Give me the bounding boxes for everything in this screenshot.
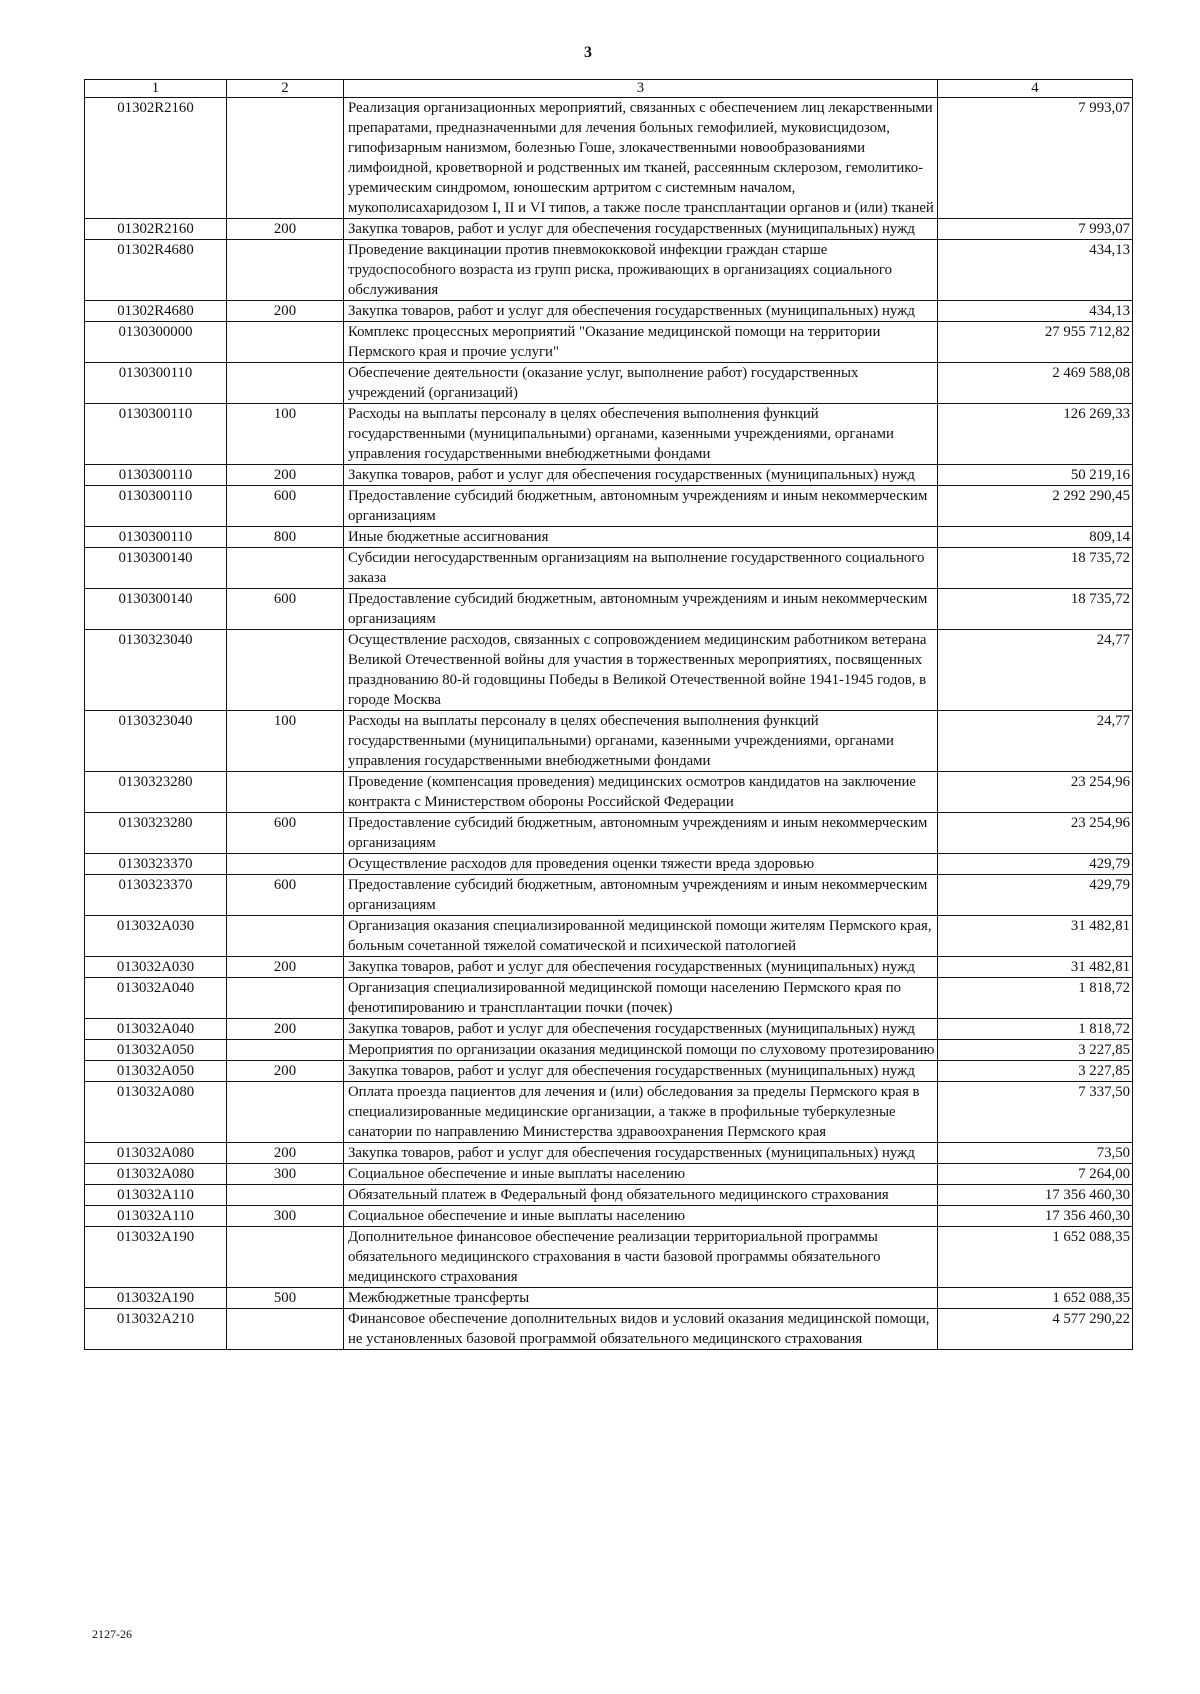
row-name: Социальное обеспечение и иные выплаты населению: [344, 1164, 938, 1185]
row-name: Расходы на выплаты персоналу в целях обеспечения выполнения функций государственными (муниципальными) органами, казенными учреждениями, органами управления государственными внебюджетными фондами: [344, 711, 938, 772]
row-amount: 4 577 290,22: [938, 1309, 1133, 1350]
row-amount: 3 227,85: [938, 1061, 1133, 1082]
row-code: 0130323280: [85, 813, 227, 854]
row-expense-type: [227, 630, 344, 711]
row-code: 013032А110: [85, 1206, 227, 1227]
row-code: 013032А080: [85, 1143, 227, 1164]
table-row: [85, 404, 1133, 465]
row-amount: 7 993,07: [938, 219, 1133, 240]
row-name: Комплекс процессных мероприятий "Оказание медицинской помощи на территории Пермского края и прочие услуги": [344, 322, 938, 363]
row-expense-type: 300: [227, 1164, 344, 1185]
page-number: 3: [584, 44, 592, 61]
header-col-1: 1: [85, 80, 227, 98]
row-name: Проведение вакцинации против пневмококковой инфекции граждан старше трудоспособного возраста из групп риска, проживающих в организациях социального обслуживания: [344, 240, 938, 301]
table-row: [85, 240, 1133, 301]
header-col-3: 3: [344, 80, 938, 98]
table-row: [85, 711, 1133, 772]
row-amount: 27 955 712,82: [938, 322, 1133, 363]
row-expense-type: 100: [227, 404, 344, 465]
table-row: [85, 548, 1133, 589]
row-amount: 1 818,72: [938, 978, 1133, 1019]
table-row: [85, 486, 1133, 527]
row-name: Предоставление субсидий бюджетным, автономным учреждениям и иным некоммерческим организациям: [344, 813, 938, 854]
row-code: 0130323280: [85, 772, 227, 813]
row-name: Организация специализированной медицинской помощи населению Пермского края по фенотипированию и трансплантации почки (почек): [344, 978, 938, 1019]
footer-code: 2127-26: [92, 1627, 132, 1641]
table-row: [85, 772, 1133, 813]
table-row: [85, 630, 1133, 711]
row-code: 0130323370: [85, 854, 227, 875]
row-expense-type: [227, 548, 344, 589]
row-expense-type: [227, 363, 344, 404]
row-code: 0130300110: [85, 404, 227, 465]
row-amount: 7 993,07: [938, 98, 1133, 219]
row-name: Закупка товаров, работ и услуг для обеспечения государственных (муниципальных) нужд: [344, 301, 938, 322]
row-expense-type: [227, 1040, 344, 1061]
row-name: Оплата проезда пациентов для лечения и (или) обследования за пределы Пермского края в специализированные медицинские организации, а также в профильные туберкулезные санатории по направлению Министерства здравоохранения Пермского края: [344, 1082, 938, 1143]
row-name: Осуществление расходов для проведения оценки тяжести вреда здоровью: [344, 854, 938, 875]
row-name: Закупка товаров, работ и услуг для обеспечения государственных (муниципальных) нужд: [344, 219, 938, 240]
table-row: [85, 1309, 1133, 1350]
row-expense-type: 200: [227, 957, 344, 978]
budget-table: [84, 79, 1133, 1350]
table-row: [85, 813, 1133, 854]
row-expense-type: 200: [227, 1143, 344, 1164]
table-row: [85, 957, 1133, 978]
row-amount: 31 482,81: [938, 916, 1133, 957]
row-code: 013032А030: [85, 916, 227, 957]
row-amount: 24,77: [938, 711, 1133, 772]
table-row: [85, 465, 1133, 486]
row-code: 0130300140: [85, 548, 227, 589]
table-row: [85, 1185, 1133, 1206]
row-name: Предоставление субсидий бюджетным, автономным учреждениям и иным некоммерческим организациям: [344, 486, 938, 527]
row-amount: 7 337,50: [938, 1082, 1133, 1143]
row-code: 013032А190: [85, 1288, 227, 1309]
table-row: [85, 98, 1133, 219]
row-amount: 17 356 460,30: [938, 1206, 1133, 1227]
row-amount: 24,77: [938, 630, 1133, 711]
row-name: Межбюджетные трансферты: [344, 1288, 938, 1309]
row-amount: 434,13: [938, 240, 1133, 301]
table-row: [85, 301, 1133, 322]
row-code: 0130323040: [85, 711, 227, 772]
row-code: 013032А080: [85, 1082, 227, 1143]
header-col-2: 2: [227, 80, 344, 98]
row-code: 013032А040: [85, 978, 227, 1019]
row-amount: 1 818,72: [938, 1019, 1133, 1040]
row-name: Мероприятия по организации оказания медицинской помощи по слуховому протезированию: [344, 1040, 938, 1061]
row-code: 01302R2160: [85, 219, 227, 240]
row-expense-type: [227, 772, 344, 813]
row-amount: 3 227,85: [938, 1040, 1133, 1061]
row-name: Иные бюджетные ассигнования: [344, 527, 938, 548]
row-code: 0130300110: [85, 527, 227, 548]
row-code: 0130323370: [85, 875, 227, 916]
row-amount: 429,79: [938, 854, 1133, 875]
table-row: [85, 1019, 1133, 1040]
row-amount: 429,79: [938, 875, 1133, 916]
table-row: [85, 1227, 1133, 1288]
row-amount: 17 356 460,30: [938, 1185, 1133, 1206]
header-row: [85, 80, 1133, 98]
row-name: Обязательный платеж в Федеральный фонд обязательного медицинского страхования: [344, 1185, 938, 1206]
table-row: [85, 1061, 1133, 1082]
row-name: Субсидии негосударственным организациям на выполнение государственного социального заказа: [344, 548, 938, 589]
row-name: Закупка товаров, работ и услуг для обеспечения государственных (муниципальных) нужд: [344, 465, 938, 486]
row-expense-type: [227, 1082, 344, 1143]
row-amount: 2 469 588,08: [938, 363, 1133, 404]
table-row: [85, 1143, 1133, 1164]
row-code: 0130300110: [85, 363, 227, 404]
row-code: 013032А030: [85, 957, 227, 978]
row-name: Социальное обеспечение и иные выплаты населению: [344, 1206, 938, 1227]
table-row: [85, 875, 1133, 916]
table-row: [85, 1164, 1133, 1185]
row-expense-type: [227, 322, 344, 363]
row-code: 013032А080: [85, 1164, 227, 1185]
row-expense-type: [227, 854, 344, 875]
row-name: Предоставление субсидий бюджетным, автономным учреждениям и иным некоммерческим организациям: [344, 875, 938, 916]
table-row: [85, 1288, 1133, 1309]
row-name: Закупка товаров, работ и услуг для обеспечения государственных (муниципальных) нужд: [344, 1019, 938, 1040]
row-expense-type: 600: [227, 589, 344, 630]
header-col-4: 4: [938, 80, 1133, 98]
table-row: [85, 589, 1133, 630]
row-amount: 31 482,81: [938, 957, 1133, 978]
table-row: [85, 854, 1133, 875]
row-expense-type: 200: [227, 219, 344, 240]
row-name: Закупка товаров, работ и услуг для обеспечения государственных (муниципальных) нужд: [344, 1143, 938, 1164]
row-name: Предоставление субсидий бюджетным, автономным учреждениям и иным некоммерческим организациям: [344, 589, 938, 630]
row-name: Финансовое обеспечение дополнительных видов и условий оказания медицинской помощи, не установленных базовой программой обязательного медицинского страхования: [344, 1309, 938, 1350]
row-amount: 809,14: [938, 527, 1133, 548]
row-amount: 23 254,96: [938, 813, 1133, 854]
row-name: Организация оказания специализированной медицинской помощи жителям Пермского края, больным сочетанной тяжелой соматической и психической патологией: [344, 916, 938, 957]
row-code: 0130323040: [85, 630, 227, 711]
table-row: [85, 322, 1133, 363]
row-amount: 126 269,33: [938, 404, 1133, 465]
row-name: Закупка товаров, работ и услуг для обеспечения государственных (муниципальных) нужд: [344, 957, 938, 978]
row-expense-type: 600: [227, 875, 344, 916]
row-name: Расходы на выплаты персоналу в целях обеспечения выполнения функций государственными (муниципальными) органами, казенными учреждениями, органами управления государственными внебюджетными фондами: [344, 404, 938, 465]
row-expense-type: 200: [227, 1061, 344, 1082]
row-expense-type: 300: [227, 1206, 344, 1227]
row-amount: 73,50: [938, 1143, 1133, 1164]
row-code: 01302R2160: [85, 98, 227, 219]
table-row: [85, 1206, 1133, 1227]
row-name: Закупка товаров, работ и услуг для обеспечения государственных (муниципальных) нужд: [344, 1061, 938, 1082]
row-amount: 18 735,72: [938, 548, 1133, 589]
row-code: 0130300000: [85, 322, 227, 363]
row-code: 01302R4680: [85, 301, 227, 322]
row-amount: 1 652 088,35: [938, 1288, 1133, 1309]
table-row: [85, 527, 1133, 548]
row-expense-type: 500: [227, 1288, 344, 1309]
row-expense-type: [227, 240, 344, 301]
row-expense-type: [227, 1185, 344, 1206]
row-expense-type: 800: [227, 527, 344, 548]
table-row: [85, 916, 1133, 957]
table-row: [85, 1040, 1133, 1061]
row-code: 01302R4680: [85, 240, 227, 301]
row-code: 0130300140: [85, 589, 227, 630]
row-expense-type: 200: [227, 1019, 344, 1040]
row-amount: 18 735,72: [938, 589, 1133, 630]
row-amount: 2 292 290,45: [938, 486, 1133, 527]
row-name: Реализация организационных мероприятий, связанных с обеспечением лиц лекарственными препаратами, предназначенными для лечения больных гемофилией, муковисцидозом, гипофизарным нанизмом, болезнью Гоше, злокачественными новообразованиями лимфоидной, кроветворной и родственных им тканей, рассеянным склерозом, гемолитико-уремическим синдромом, юношеским артритом с системным началом, мукополисахаридозом I, II и VI типов, а также после трансплантации органов и (или) тканей: [344, 98, 938, 219]
row-expense-type: 200: [227, 465, 344, 486]
table-row: [85, 219, 1133, 240]
table-row: [85, 363, 1133, 404]
row-expense-type: 600: [227, 813, 344, 854]
row-expense-type: [227, 1309, 344, 1350]
row-code: 0130300110: [85, 486, 227, 527]
row-amount: 434,13: [938, 301, 1133, 322]
row-code: 013032А040: [85, 1019, 227, 1040]
row-code: 013032А050: [85, 1040, 227, 1061]
row-amount: 23 254,96: [938, 772, 1133, 813]
row-expense-type: [227, 1227, 344, 1288]
row-code: 0130300110: [85, 465, 227, 486]
row-amount: 1 652 088,35: [938, 1227, 1133, 1288]
row-expense-type: [227, 978, 344, 1019]
row-name: Осуществление расходов, связанных с сопровождением медицинским работником ветерана Великой Отечественной войны для участия в торжественных мероприятиях, посвященных празднованию 80-й годовщины Победы в Великой Отечественной войне 1941-1945 годов, в городе Москва: [344, 630, 938, 711]
row-expense-type: 100: [227, 711, 344, 772]
row-code: 013032А190: [85, 1227, 227, 1288]
row-expense-type: 600: [227, 486, 344, 527]
row-expense-type: [227, 98, 344, 219]
row-name: Дополнительное финансовое обеспечение реализации территориальной программы обязательного медицинского страхования в части базовой программы обязательного медицинского страхования: [344, 1227, 938, 1288]
row-name: Обеспечение деятельности (оказание услуг, выполнение работ) государственных учреждений (организаций): [344, 363, 938, 404]
row-amount: 7 264,00: [938, 1164, 1133, 1185]
row-amount: 50 219,16: [938, 465, 1133, 486]
table-row: [85, 978, 1133, 1019]
row-code: 013032А210: [85, 1309, 227, 1350]
row-expense-type: 200: [227, 301, 344, 322]
row-expense-type: [227, 916, 344, 957]
row-code: 013032А110: [85, 1185, 227, 1206]
table-row: [85, 1082, 1133, 1143]
row-name: Проведение (компенсация проведения) медицинских осмотров кандидатов на заключение контракта с Министерством обороны Российской Федерации: [344, 772, 938, 813]
row-code: 013032А050: [85, 1061, 227, 1082]
table-body: [85, 98, 1133, 1350]
